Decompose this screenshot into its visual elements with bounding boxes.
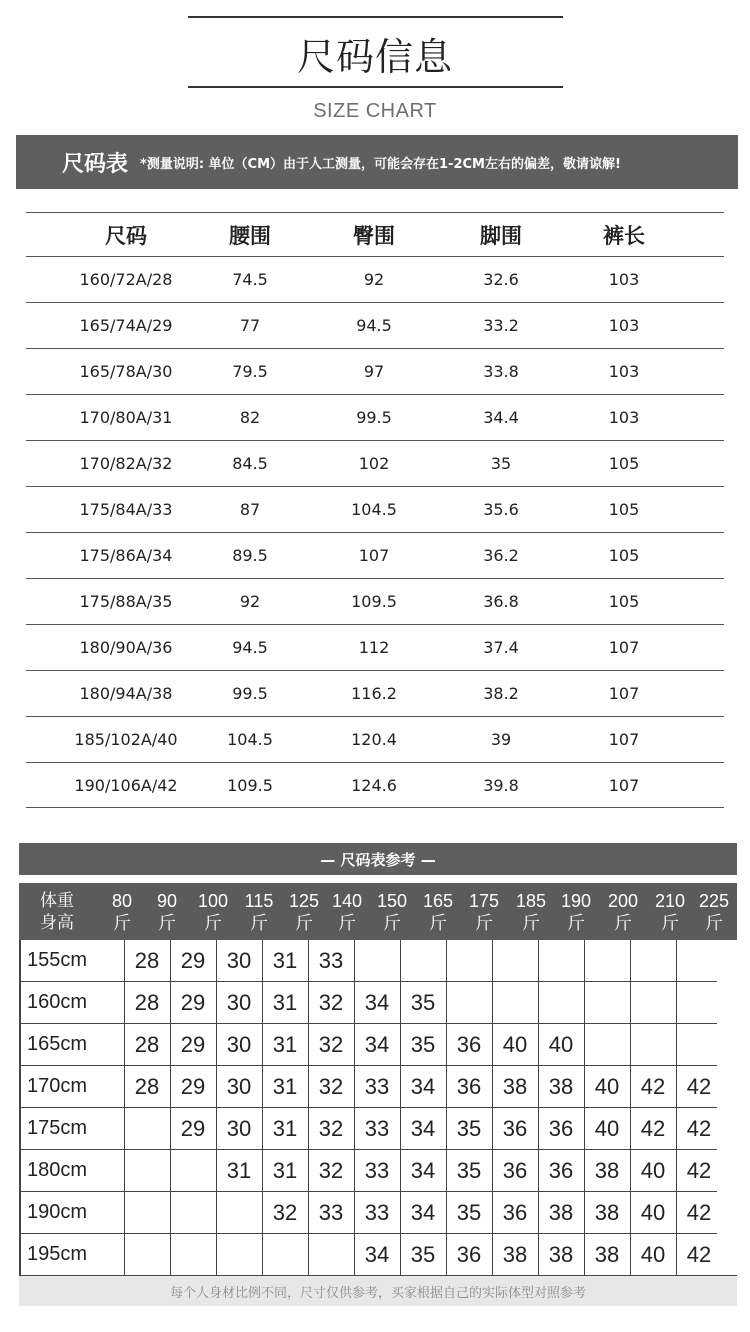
table-cell: 36.8 — [483, 592, 519, 611]
table-cell: 105 — [608, 546, 640, 565]
weight-unit: 斤 — [204, 912, 222, 933]
weight-value: 150 — [376, 890, 408, 911]
reference-header — [19, 883, 737, 940]
weight-column-header — [99, 883, 145, 940]
height-label: 165cm — [27, 1033, 88, 1055]
header-top-rule — [188, 16, 563, 18]
weight-value: 190 — [560, 890, 592, 911]
table-cell: 107 — [608, 684, 640, 703]
height-label: 190cm — [27, 1201, 88, 1223]
size-cell: 33 — [354, 1108, 399, 1149]
size-cell: 32 — [308, 982, 353, 1023]
size-cell: 31 — [262, 940, 307, 981]
weight-value: 115 — [244, 890, 274, 911]
table-cell: 97 — [363, 362, 385, 381]
corner-height-label: 身高 — [40, 912, 74, 933]
height-row — [21, 1234, 717, 1276]
table-cell: 82 — [239, 408, 261, 427]
table-cell: 35 — [490, 454, 512, 473]
size-cell — [630, 940, 675, 981]
table-cell: 190/106A/42 — [74, 775, 178, 795]
size-cell: 28 — [124, 982, 169, 1023]
weight-unit: 斤 — [475, 912, 493, 933]
weight-column-header — [324, 883, 370, 940]
size-cell: 36 — [492, 1192, 537, 1233]
size-reference-grid — [19, 883, 737, 1306]
table-cell: 74.5 — [232, 270, 268, 289]
page-title: 尺码信息 — [296, 35, 453, 79]
table-cell: 109.5 — [227, 775, 273, 795]
table-cell: 175/88A/35 — [79, 592, 173, 611]
measurement-note: *测量说明: 单位（CM）由于人工测量，可能会存在1-2CM左右的偏差，敬请谅解! — [140, 156, 621, 172]
reference-banner: — 尺码表参考 — — [19, 843, 737, 875]
table-cell: 124.6 — [351, 775, 397, 795]
corner-label — [33, 883, 81, 940]
table-cell: 36.2 — [483, 546, 519, 565]
weight-column-header — [144, 883, 190, 940]
size-cell — [676, 1024, 721, 1065]
size-cell — [124, 1150, 169, 1191]
size-cell: 34 — [354, 1234, 399, 1275]
table-cell: 77 — [239, 316, 261, 335]
size-cell: 35 — [400, 1234, 445, 1275]
size-cell: 38 — [538, 1192, 583, 1233]
table-cell: 94.5 — [232, 638, 268, 657]
size-cell: 32 — [308, 1066, 353, 1107]
weight-unit: 斤 — [614, 912, 632, 933]
table-cell: 79.5 — [232, 362, 268, 381]
table-cell: 103 — [608, 408, 640, 427]
weight-value: 210 — [654, 890, 686, 911]
size-cell: 34 — [354, 982, 399, 1023]
size-cell: 40 — [584, 1066, 629, 1107]
size-cell: 42 — [676, 1192, 721, 1233]
table-cell: 180/94A/38 — [79, 684, 173, 703]
reference-footer-note: 每个人身材比例不同，尺寸仅供参考，买家根据自己的实际体型对照参考 — [169, 1285, 586, 1301]
size-cell: 35 — [400, 982, 445, 1023]
size-cell: 42 — [676, 1066, 721, 1107]
weight-unit: 斤 — [158, 912, 176, 933]
table-row — [26, 348, 724, 394]
weight-value: 175 — [468, 890, 500, 911]
size-table — [26, 212, 724, 808]
size-cell: 38 — [538, 1234, 583, 1275]
weight-unit: 斤 — [295, 912, 313, 933]
weight-value: 125 — [288, 890, 320, 911]
size-cell — [538, 982, 583, 1023]
table-cell: 107 — [608, 638, 640, 657]
size-cell: 38 — [492, 1234, 537, 1275]
size-cell: 31 — [262, 1108, 307, 1149]
table-cell: 160/72A/28 — [79, 270, 173, 289]
size-cell: 40 — [630, 1234, 675, 1275]
size-cell: 36 — [492, 1108, 537, 1149]
table-cell: 99.5 — [356, 408, 392, 427]
size-cell: 32 — [308, 1150, 353, 1191]
size-cell — [170, 1150, 215, 1191]
size-cell: 30 — [216, 940, 261, 981]
height-label: 170cm — [27, 1075, 88, 1097]
table-row — [26, 762, 724, 808]
table-cell: 99.5 — [232, 684, 268, 703]
size-cell: 34 — [354, 1024, 399, 1065]
weight-unit: 斤 — [429, 912, 447, 933]
size-cell: 29 — [170, 1066, 215, 1107]
size-cell: 40 — [538, 1024, 583, 1065]
size-cell: 31 — [216, 1150, 261, 1191]
table-row — [26, 532, 724, 578]
height-label: 195cm — [27, 1243, 88, 1265]
size-cell: 42 — [676, 1234, 721, 1275]
size-cell: 33 — [308, 1192, 353, 1233]
weight-unit: 斤 — [250, 912, 268, 933]
table-row — [26, 578, 724, 624]
size-cell — [170, 1192, 215, 1233]
size-cell — [446, 982, 491, 1023]
size-cell: 42 — [676, 1108, 721, 1149]
table-cell: 105 — [608, 500, 640, 519]
table-cell: 103 — [608, 362, 640, 381]
size-cell: 31 — [262, 1066, 307, 1107]
size-cell — [216, 1192, 261, 1233]
table-cell: 170/82A/32 — [79, 454, 173, 473]
table-cell: 38.2 — [483, 684, 519, 703]
corner-weight-label: 体重 — [40, 890, 74, 911]
size-cell: 30 — [216, 982, 261, 1023]
size-cell: 34 — [400, 1066, 445, 1107]
size-cell — [216, 1234, 261, 1275]
size-cell: 28 — [124, 1066, 169, 1107]
size-cell: 33 — [354, 1192, 399, 1233]
table-cell: 94.5 — [356, 316, 392, 335]
table-cell: 165/78A/30 — [79, 362, 173, 381]
size-cell: 29 — [170, 1108, 215, 1149]
size-cell — [492, 982, 537, 1023]
size-cell — [584, 1024, 629, 1065]
size-cell — [538, 940, 583, 981]
size-cell: 34 — [400, 1150, 445, 1191]
weight-column-header — [461, 883, 507, 940]
size-cell: 34 — [400, 1192, 445, 1233]
table-row — [26, 486, 724, 532]
size-cell: 28 — [124, 1024, 169, 1065]
weight-value: 80 — [111, 890, 133, 911]
table-cell: 175/86A/34 — [79, 546, 173, 565]
table-cell: 39.8 — [483, 775, 519, 795]
size-cell — [446, 940, 491, 981]
size-cell: 40 — [630, 1192, 675, 1233]
weight-column-header — [369, 883, 415, 940]
size-cell: 32 — [262, 1192, 307, 1233]
table-row — [26, 302, 724, 348]
table-row — [26, 624, 724, 670]
height-label: 155cm — [27, 949, 88, 971]
size-cell: 31 — [262, 982, 307, 1023]
weight-value: 165 — [422, 890, 454, 911]
table-cell: 33.2 — [483, 316, 519, 335]
size-table-banner — [16, 135, 738, 189]
table-cell: 92 — [239, 592, 261, 611]
size-cell — [630, 982, 675, 1023]
size-cell — [124, 1234, 169, 1275]
size-cell: 42 — [676, 1150, 721, 1191]
height-label: 180cm — [27, 1159, 88, 1181]
weight-column-header — [553, 883, 599, 940]
header-bottom-rule — [188, 86, 563, 88]
table-cell: 32.6 — [483, 270, 519, 289]
weight-unit: 斤 — [567, 912, 585, 933]
column-header: 尺码 — [105, 223, 147, 248]
table-row — [26, 716, 724, 762]
weight-column-header — [190, 883, 236, 940]
size-cell — [124, 1192, 169, 1233]
height-row — [21, 1192, 717, 1234]
size-cell — [630, 1024, 675, 1065]
table-cell: 102 — [358, 454, 390, 473]
weight-column-header — [236, 883, 282, 940]
size-cell — [584, 940, 629, 981]
size-cell: 36 — [492, 1150, 537, 1191]
height-row — [21, 1066, 717, 1108]
size-cell: 30 — [216, 1024, 261, 1065]
size-cell — [124, 1108, 169, 1149]
table-cell: 37.4 — [483, 638, 519, 657]
table-cell: 105 — [608, 454, 640, 473]
height-label: 175cm — [27, 1117, 88, 1139]
weight-value: 140 — [331, 890, 363, 911]
weight-column-header — [647, 883, 693, 940]
size-cell: 32 — [308, 1024, 353, 1065]
size-cell: 35 — [446, 1108, 491, 1149]
size-cell — [262, 1234, 307, 1275]
size-table-header — [26, 212, 724, 256]
size-cell: 31 — [262, 1150, 307, 1191]
size-cell: 29 — [170, 940, 215, 981]
table-cell: 35.6 — [483, 500, 519, 519]
table-cell: 39 — [490, 730, 512, 749]
table-row — [26, 394, 724, 440]
weight-column-header — [415, 883, 461, 940]
table-cell: 112 — [358, 638, 390, 657]
size-cell — [676, 982, 721, 1023]
size-cell: 38 — [492, 1066, 537, 1107]
size-cell: 34 — [400, 1108, 445, 1149]
column-header: 臀围 — [353, 223, 395, 248]
table-cell: 84.5 — [232, 454, 268, 473]
height-row — [21, 1150, 717, 1192]
weight-value: 90 — [156, 890, 178, 911]
size-cell: 33 — [354, 1066, 399, 1107]
weight-unit: 斤 — [661, 912, 679, 933]
table-cell: 89.5 — [232, 546, 268, 565]
page-subtitle: SIZE CHART — [313, 100, 437, 122]
size-cell: 35 — [446, 1192, 491, 1233]
weight-value: 185 — [515, 890, 547, 911]
size-cell: 29 — [170, 1024, 215, 1065]
table-cell: 104.5 — [351, 500, 397, 519]
size-cell: 33 — [354, 1150, 399, 1191]
table-row — [26, 670, 724, 716]
weight-unit: 斤 — [338, 912, 356, 933]
size-cell: 36 — [446, 1024, 491, 1065]
table-cell: 92 — [363, 270, 385, 289]
height-label: 160cm — [27, 991, 88, 1013]
size-cell: 38 — [584, 1234, 629, 1275]
table-cell: 107 — [358, 546, 390, 565]
size-cell: 38 — [584, 1192, 629, 1233]
size-cell: 38 — [584, 1150, 629, 1191]
height-row — [21, 940, 717, 982]
weight-unit: 斤 — [383, 912, 401, 933]
size-cell: 28 — [124, 940, 169, 981]
size-cell: 33 — [308, 940, 353, 981]
size-cell: 42 — [630, 1108, 675, 1149]
table-cell: 107 — [608, 775, 640, 795]
size-cell — [676, 940, 721, 981]
weight-value: 200 — [607, 890, 639, 911]
column-header: 裤长 — [603, 223, 645, 248]
size-cell: 36 — [446, 1066, 491, 1107]
size-cell: 29 — [170, 982, 215, 1023]
size-table-title: 尺码表 — [62, 151, 129, 177]
size-cell: 40 — [584, 1108, 629, 1149]
weight-unit: 斤 — [705, 912, 723, 933]
size-cell: 36 — [538, 1108, 583, 1149]
size-cell — [492, 940, 537, 981]
table-row — [26, 256, 724, 302]
table-cell: 180/90A/36 — [79, 638, 173, 657]
weight-column-header — [691, 883, 737, 940]
table-cell: 34.4 — [483, 408, 519, 427]
table-cell: 103 — [608, 270, 640, 289]
table-cell: 104.5 — [227, 730, 273, 749]
size-cell: 42 — [630, 1066, 675, 1107]
table-cell: 170/80A/31 — [79, 408, 173, 427]
size-cell — [584, 982, 629, 1023]
reference-body — [19, 940, 737, 1276]
table-cell: 116.2 — [351, 684, 397, 703]
table-cell: 109.5 — [351, 592, 397, 611]
size-cell: 30 — [216, 1108, 261, 1149]
size-cell: 38 — [538, 1066, 583, 1107]
size-cell: 40 — [630, 1150, 675, 1191]
table-cell: 175/84A/33 — [79, 500, 173, 519]
column-header: 脚围 — [480, 223, 522, 248]
table-cell: 103 — [608, 316, 640, 335]
size-cell — [400, 940, 445, 981]
size-cell: 32 — [308, 1108, 353, 1149]
table-row — [26, 440, 724, 486]
height-row — [21, 982, 717, 1024]
weight-column-header — [281, 883, 327, 940]
weight-value: 100 — [197, 890, 229, 911]
size-cell: 35 — [446, 1150, 491, 1191]
weight-unit: 斤 — [113, 912, 131, 933]
size-cell: 40 — [492, 1024, 537, 1065]
table-cell: 105 — [608, 592, 640, 611]
size-cell — [170, 1234, 215, 1275]
table-cell: 33.8 — [483, 362, 519, 381]
size-cell: 31 — [262, 1024, 307, 1065]
size-cell — [308, 1234, 353, 1275]
size-cell: 30 — [216, 1066, 261, 1107]
weight-value: 225 — [698, 890, 730, 911]
table-cell: 107 — [608, 730, 640, 749]
height-row — [21, 1024, 717, 1066]
table-cell: 165/74A/29 — [79, 316, 173, 335]
height-row — [21, 1108, 717, 1150]
table-cell: 87 — [239, 500, 261, 519]
size-cell: 36 — [538, 1150, 583, 1191]
column-header: 腰围 — [229, 223, 271, 248]
weight-column-header — [600, 883, 646, 940]
size-cell: 36 — [446, 1234, 491, 1275]
table-cell: 185/102A/40 — [74, 730, 178, 749]
weight-unit: 斤 — [522, 912, 540, 933]
weight-column-header — [508, 883, 554, 940]
size-cell — [354, 940, 399, 981]
table-cell: 120.4 — [351, 730, 397, 749]
size-cell: 35 — [400, 1024, 445, 1065]
